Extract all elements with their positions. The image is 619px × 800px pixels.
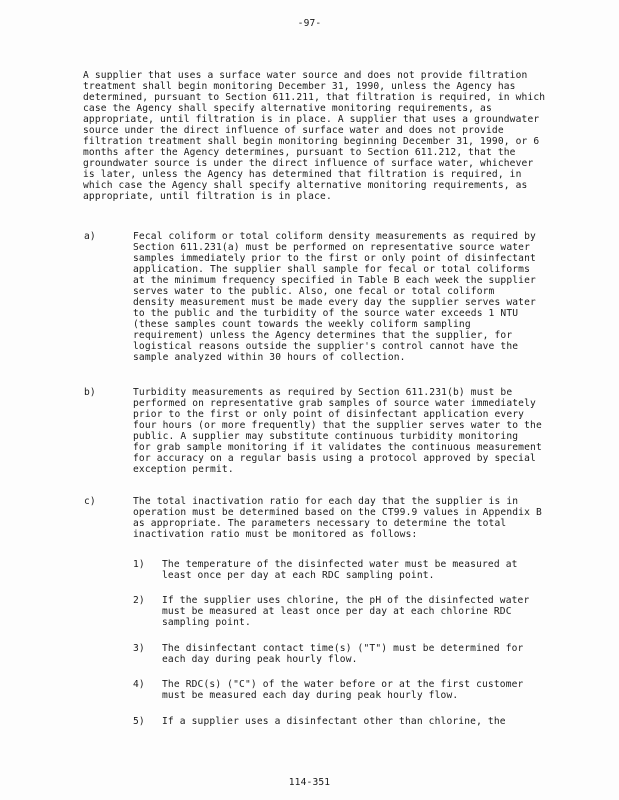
text-line: logistical reasons outside the supplier's control cannot have the <box>133 341 519 352</box>
subsection-b <box>84 387 554 487</box>
text-line: Turbidity measurements as required by Section 611.231(b) must be <box>133 387 513 398</box>
text-line: filtration treatment shall begin monitoring beginning December 31, 1990, or 6 <box>83 136 540 147</box>
text-line: The temperature of the disinfected water must be measured at <box>162 559 518 570</box>
text-line: as appropriate. The parameters necessary to determine the total <box>133 518 507 529</box>
text-line: case the Agency shall specify alternative monitoring requirements, as <box>83 103 492 114</box>
paragraph-text <box>162 643 552 665</box>
text-line: must be measured at least once per day at each chlorine RDC <box>162 606 512 617</box>
text-line: months after the Agency determines, pursuant to Section 611.212, that the <box>83 147 516 158</box>
text-line: appropriate, until filtration is in place. <box>83 191 332 202</box>
text-line: for grab sample monitoring if it validates the continuous measurement <box>133 442 542 453</box>
text-line: exception permit. <box>133 464 234 475</box>
text-line: sampling point. <box>162 617 251 628</box>
paragraph-label: 3) <box>133 643 145 654</box>
subsection-label: b) <box>84 387 96 398</box>
paragraph-text <box>162 559 552 581</box>
text-line: application. The supplier shall sample for fecal or total coliforms <box>133 264 531 275</box>
text-line: (these samples count towards the weekly coliform sampling <box>133 319 471 330</box>
text-line: performed on representative grab samples of source water immediately <box>133 398 536 409</box>
text-line: sample analyzed within 30 hours of collection. <box>133 352 406 363</box>
text-line: to the public and the turbidity of the source water exceeds 1 NTU <box>133 308 519 319</box>
text-line: each day during peak hourly flow. <box>162 654 358 665</box>
text-line: public. A supplier may substitute continuous turbidity monitoring <box>133 431 519 442</box>
text-line: which case the Agency shall specify alternative monitoring requirements, as <box>83 180 528 191</box>
text-line: The disinfectant contact time(s) ("T") must be determined for <box>162 643 524 654</box>
paragraph-text <box>162 679 552 701</box>
subsection-a <box>84 231 554 381</box>
subsection-text <box>133 231 551 363</box>
text-line: requirement) unless the Agency determines that the supplier, for <box>133 330 513 341</box>
page-number: -97- <box>297 18 322 29</box>
text-line: least once per day at each RDC sampling point. <box>162 570 435 581</box>
text-line: must be measured each day during peak hourly flow. <box>162 690 459 701</box>
text-line: source under the direct influence of surface water and does not provide <box>83 125 504 136</box>
paragraph-label: 5) <box>133 716 145 727</box>
text-line: for accuracy on a regular basis using a protocol approved by special <box>133 453 536 464</box>
text-line: The total inactivation ratio for each day that the supplier is in <box>133 496 519 507</box>
text-line: at the minimum frequency specified in Table B each week the supplier <box>133 275 536 286</box>
text-line: density measurement must be made every day the supplier serves water <box>133 297 536 308</box>
paragraph-text <box>162 716 552 727</box>
subsection-c <box>84 496 554 556</box>
text-line: If a supplier uses a disinfectant other than chlorine, the <box>162 716 506 727</box>
subsection-text <box>133 387 551 475</box>
text-line: Section 611.231(a) must be performed on representative source water <box>133 242 531 253</box>
text-line: determined, pursuant to Section 611.211, that filtration is required, in which <box>83 92 546 103</box>
footer-page-number: 114-351 <box>288 777 331 788</box>
paragraph-text <box>162 595 552 628</box>
text-line: samples immediately prior to the first or only point of disinfectant <box>133 253 536 264</box>
paragraph-label: 2) <box>133 595 145 606</box>
text-line: Fecal coliform or total coliform density measurements as required by <box>133 231 536 242</box>
text-line: four hours (or more frequently) that the supplier serves water to the <box>133 420 542 431</box>
text-line: A supplier that uses a surface water source and does not provide filtration <box>83 70 528 81</box>
text-line: appropriate, until filtration is in place. A supplier that uses a groundwater <box>83 114 540 125</box>
subsection-text <box>133 496 551 540</box>
text-line: prior to the first or only point of disinfectant application every <box>133 409 525 420</box>
paragraph-label: 1) <box>133 559 145 570</box>
text-line: If the supplier uses chlorine, the pH of the disinfected water <box>162 595 530 606</box>
text-line: operation must be determined based on the CT99.9 values in Appendix B <box>133 507 542 518</box>
text-line: treatment shall begin monitoring December 31, 1990, unless the Agency has <box>83 81 516 92</box>
text-line: is later, unless the Agency has determined that filtration is required, in <box>83 169 522 180</box>
text-line: The RDC(s) ("C") of the water before or at the first customer <box>162 679 524 690</box>
subsection-label: a) <box>84 231 96 242</box>
text-line: inactivation ratio must be monitored as follows: <box>133 529 418 540</box>
text-line: serves water to the public. Also, one fecal or total coliform <box>133 286 495 297</box>
intro-paragraph <box>83 70 553 202</box>
subsection-label: c) <box>84 496 96 507</box>
text-line: groundwater source is under the direct influence of surface water, whichever <box>83 158 534 169</box>
paragraph-label: 4) <box>133 679 145 690</box>
